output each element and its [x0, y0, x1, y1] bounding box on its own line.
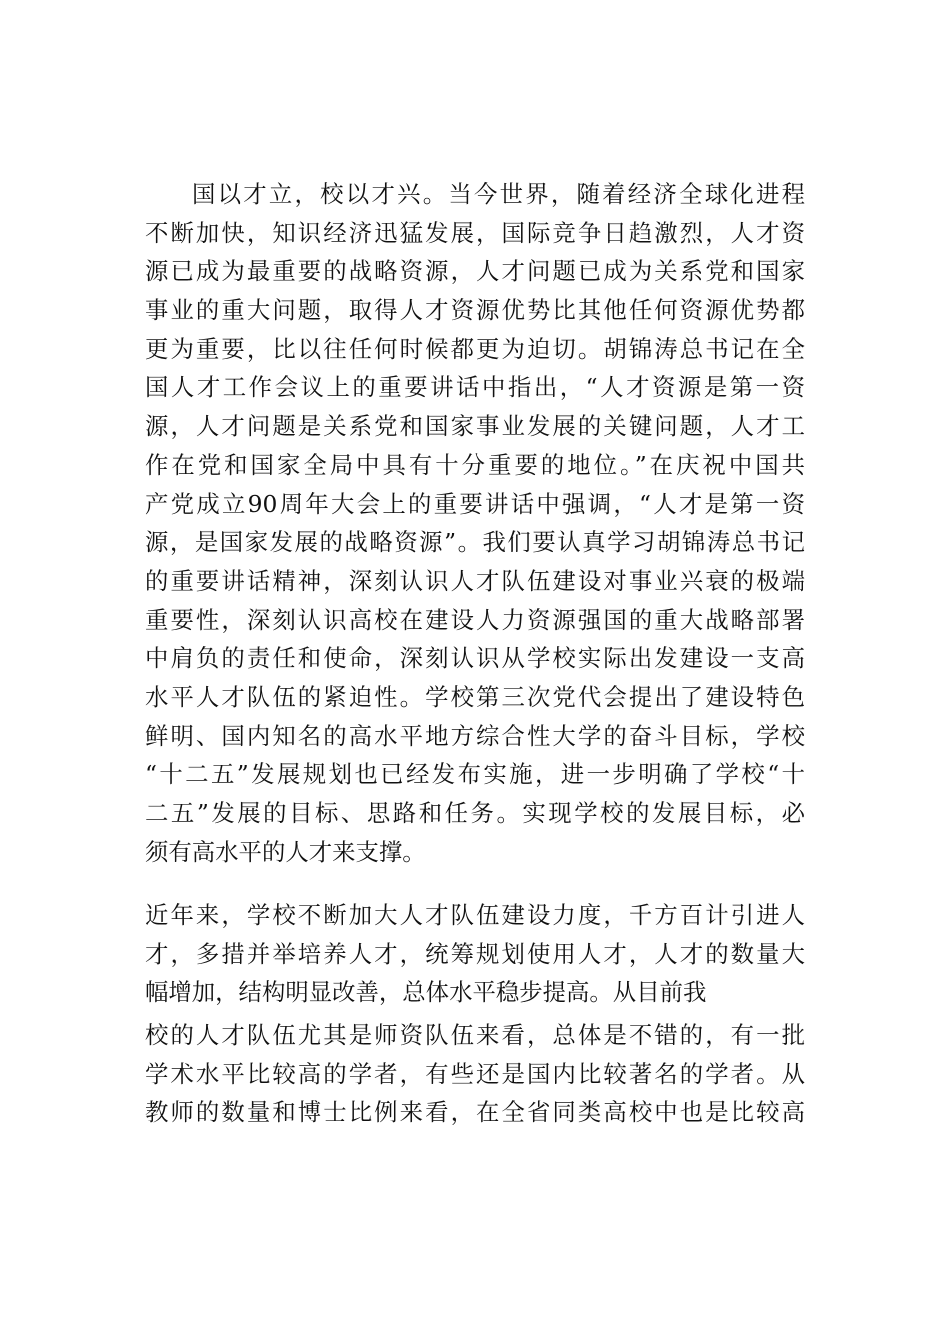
- text-line: 中肩负的责任和使命，深刻认识从学校实际出发建设一支高: [145, 644, 805, 673]
- text-line: 产党成立90周年大会上的重要讲话中强调，“人才是第一资: [145, 489, 805, 518]
- text-line: 才，多措并举培养人才，统筹规划使用人才，人才的数量大: [145, 939, 805, 968]
- text-line: 不断加快，知识经济迅猛发展，国际竞争日趋激烈，人才资: [145, 218, 805, 247]
- text-line: 重要性，深刻认识高校在建设人力资源强国的重大战略部署: [145, 605, 805, 634]
- paragraph-faculty-status: [145, 1016, 805, 1132]
- text-line: 国人才工作会议上的重要讲话中指出，“人才资源是第一资: [145, 373, 805, 402]
- text-line: 须有高水平的人才来支撑。: [145, 837, 426, 866]
- paragraph-talent-strategy: [145, 175, 805, 871]
- text-line: 近年来，学校不断加大人才队伍建设力度，千方百计引进人: [145, 901, 805, 929]
- text-line: 校的人才队伍尤其是师资队伍来看，总体是不错的，有一批: [145, 1021, 805, 1049]
- text-line: 二五”发展的目标、思路和任务。实现学校的发展目标，必: [145, 799, 805, 827]
- text-line: 作在党和国家全局中具有十分重要的地位。”在庆祝中国共: [145, 450, 805, 479]
- text-line: 水平人才队伍的紧迫性。学校第三次党代会提出了建设特色: [145, 682, 805, 711]
- text-line: 更为重要，比以往任何时候都更为迫切。胡锦涛总书记在全: [145, 334, 805, 363]
- text-line: 源已成为最重要的战略资源，人才问题已成为关系党和国家: [145, 257, 805, 286]
- text-line: 源，是国家发展的战略资源”。我们要认真学习胡锦涛总书记: [145, 528, 805, 557]
- text-line: 国以才立，校以才兴。当今世界，随着经济全球化进程: [192, 180, 805, 208]
- text-line: 教师的数量和博士比例来看，在全省同类高校中也是比较高: [145, 1098, 805, 1127]
- text-line: 学术水平比较高的学者，有些还是国内比较著名的学者。从: [145, 1059, 805, 1088]
- text-line: 事业的重大问题，取得人才资源优势比其他任何资源优势都: [145, 296, 805, 325]
- text-line: “十二五”发展规划也已经发布实施，进一步明确了学校“十: [145, 760, 805, 789]
- paragraph-recent-progress: [145, 896, 805, 1012]
- text-line: 鲜明、国内知名的高水平地方综合性大学的奋斗目标，学校: [145, 721, 805, 750]
- text-line: 的重要讲话精神，深刻认识人才队伍建设对事业兴衰的极端: [145, 566, 805, 595]
- text-line: 源，人才问题是关系党和国家事业发展的关键问题，人才工: [145, 412, 805, 441]
- text-line: 幅增加，结构明显改善，总体水平稳步提高。从目前我: [145, 978, 707, 1007]
